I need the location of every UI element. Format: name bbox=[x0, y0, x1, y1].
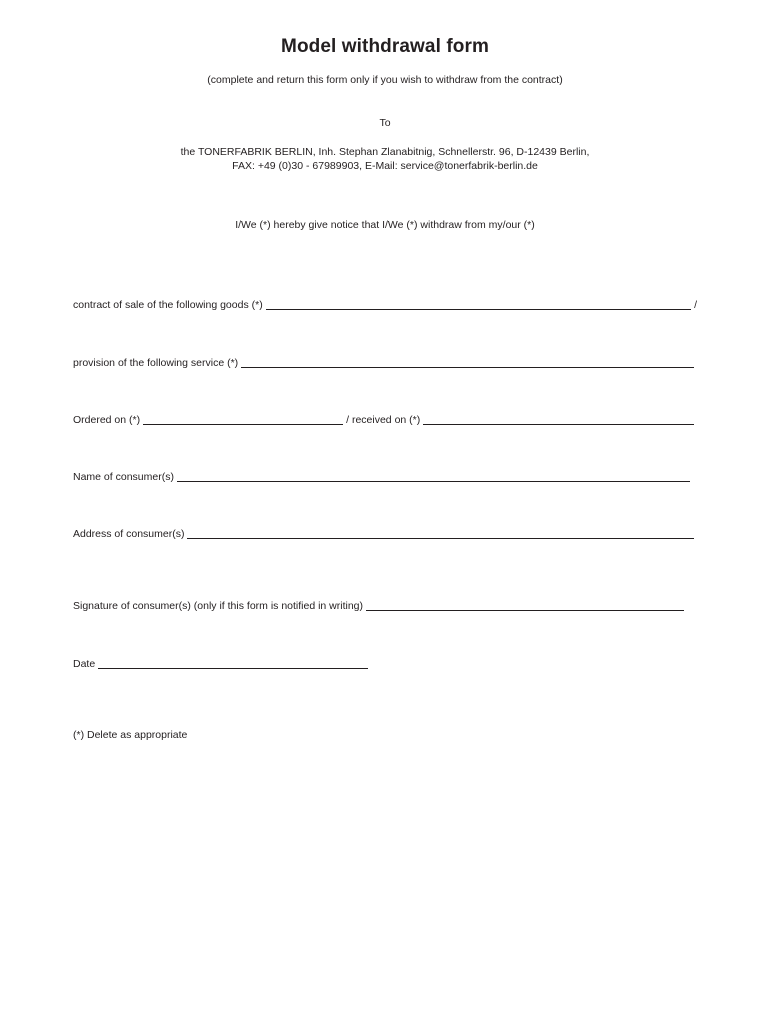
consumer-signature-label: Signature of consumer(s) (only if this form is notified in writing) bbox=[73, 600, 364, 612]
date-label: Date bbox=[73, 658, 96, 670]
service-label: provision of the following service (*) bbox=[73, 357, 239, 369]
ordered-on-label: Ordered on (*) bbox=[73, 414, 141, 426]
consumer-name-blank-line[interactable] bbox=[177, 471, 690, 482]
consumer-signature-blank-line[interactable] bbox=[366, 600, 684, 611]
received-on-label: / received on (*) bbox=[346, 414, 421, 426]
consumer-name-field bbox=[73, 470, 697, 484]
ordered-on-blank-line[interactable] bbox=[143, 414, 343, 425]
consumer-address-blank-line[interactable] bbox=[187, 528, 694, 539]
withdrawal-notice: I/We (*) hereby give notice that I/We (*) withdraw from my/our (*) bbox=[235, 219, 535, 231]
date-field bbox=[73, 657, 697, 671]
recipient-address-line2: FAX: +49 (0)30 - 67989903, E-Mail: service@tonerfabrik-berlin.de bbox=[232, 160, 538, 172]
received-on-blank-line[interactable] bbox=[423, 414, 694, 425]
goods-blank-line[interactable] bbox=[266, 299, 691, 310]
recipient-to-label: To bbox=[379, 117, 391, 129]
service-blank-line[interactable] bbox=[241, 357, 694, 368]
consumer-address-label: Address of consumer(s) bbox=[73, 528, 185, 540]
footnote: (*) Delete as appropriate bbox=[73, 729, 188, 741]
consumer-address-field bbox=[73, 527, 697, 541]
goods-label: contract of sale of the following goods (*) bbox=[73, 299, 263, 311]
form-subtitle: (complete and return this form only if you wish to withdraw from the contract) bbox=[207, 74, 563, 86]
service-field bbox=[73, 356, 697, 370]
recipient-address-line1: the TONERFABRIK BERLIN, Inh. Stephan Zlanabitnig, Schnellerstr. 96, D-12439 Berlin, bbox=[180, 146, 590, 158]
goods-field bbox=[73, 298, 697, 312]
goods-separator: / bbox=[694, 299, 697, 311]
consumer-name-label: Name of consumer(s) bbox=[73, 471, 174, 483]
ordered-received-field bbox=[73, 413, 697, 427]
page-title: Model withdrawal form bbox=[281, 36, 489, 57]
consumer-signature-field bbox=[73, 599, 697, 613]
date-blank-line[interactable] bbox=[98, 658, 368, 669]
